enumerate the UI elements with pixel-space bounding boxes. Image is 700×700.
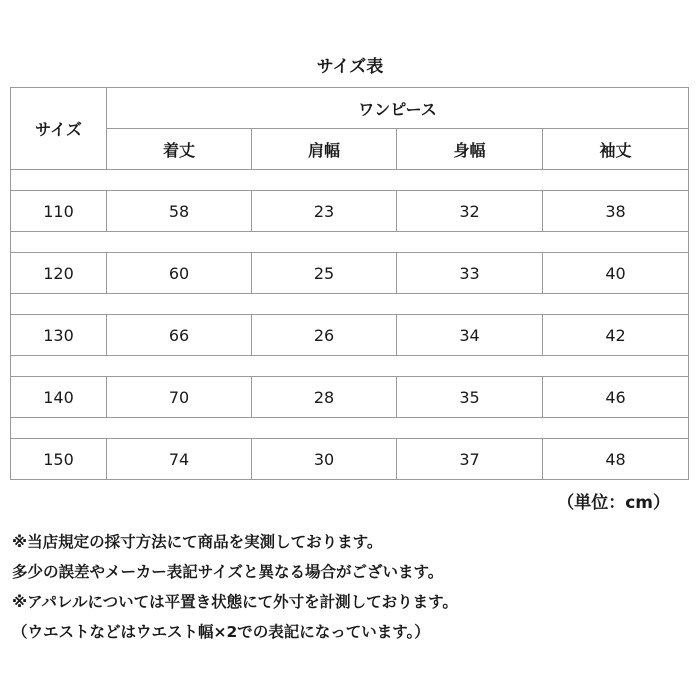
table-row [11,439,689,480]
size-cell: 130 [11,315,107,356]
value-cell: 35 [397,377,543,418]
value-cell: 40 [543,253,689,294]
spacer-row [11,170,689,191]
value-cell: 23 [252,191,397,232]
group-header: ワンピース [107,88,689,129]
size-table [10,87,689,480]
table-row [11,377,689,418]
value-cell: 37 [397,439,543,480]
note-line: ※アパレルについては平置き状態にて外寸を計測しております。 [12,593,458,611]
value-cell: 42 [543,315,689,356]
unit-label: （単位：cm） [557,493,670,513]
value-cell: 38 [543,191,689,232]
value-cell: 48 [543,439,689,480]
value-cell: 30 [252,439,397,480]
value-cell: 28 [252,377,397,418]
size-cell: 110 [11,191,107,232]
spacer-row [11,232,689,253]
size-cell: 150 [11,439,107,480]
note-line: ※当店規定の採寸方法にて商品を実測しております。 [12,533,383,551]
page-title: サイズ表 [316,57,384,77]
value-cell: 25 [252,253,397,294]
value-cell: 26 [252,315,397,356]
header-row [11,88,689,129]
value-cell: 58 [107,191,252,232]
column-header-chest: 身幅 [397,129,543,170]
note-line: 多少の誤差やメーカー表記サイズと異なる場合がございます。 [12,563,444,581]
value-cell: 60 [107,253,252,294]
column-header-shoulder: 肩幅 [252,129,397,170]
value-cell: 33 [397,253,543,294]
column-header-sleeve: 袖丈 [543,129,689,170]
spacer-row [11,294,689,315]
value-cell: 74 [107,439,252,480]
table-row [11,191,689,232]
note-line: （ウエストなどはウエスト幅×2での表記になっています。） [12,623,430,641]
table-row [11,315,689,356]
spacer-row [11,356,689,377]
column-header-row [11,129,689,170]
column-header-length: 着丈 [107,129,252,170]
value-cell: 46 [543,377,689,418]
spacer-row [11,418,689,439]
value-cell: 70 [107,377,252,418]
value-cell: 32 [397,191,543,232]
size-cell: 140 [11,377,107,418]
value-cell: 34 [397,315,543,356]
size-header: サイズ [11,88,107,170]
notes [12,527,692,647]
size-cell: 120 [11,253,107,294]
table-row [11,253,689,294]
value-cell: 66 [107,315,252,356]
